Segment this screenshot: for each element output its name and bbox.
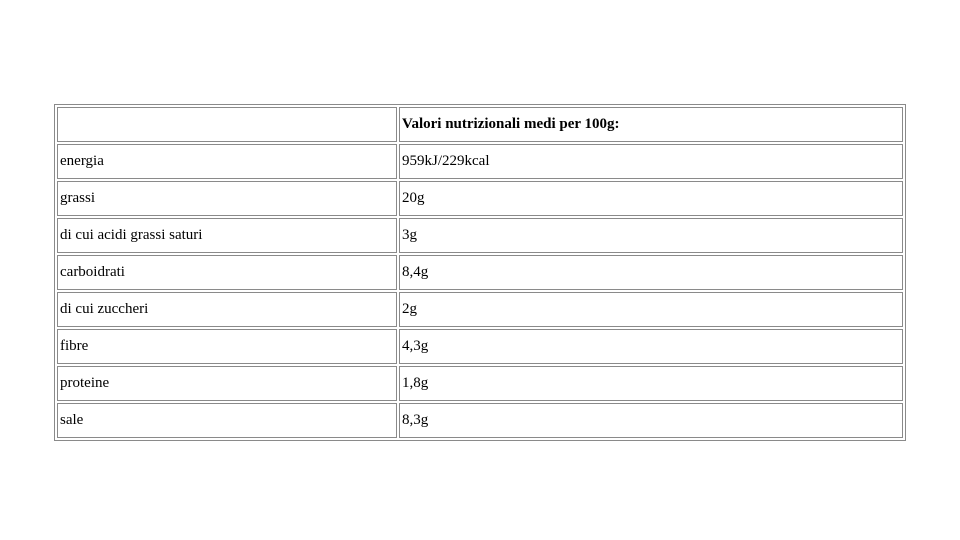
table-row bbox=[57, 255, 903, 290]
table-row bbox=[57, 366, 903, 401]
table-row bbox=[57, 329, 903, 364]
row-label: di cui zuccheri bbox=[57, 292, 397, 327]
table-row bbox=[57, 144, 903, 179]
table-header-row bbox=[57, 107, 903, 142]
row-label: energia bbox=[57, 144, 397, 179]
table-row bbox=[57, 218, 903, 253]
row-label: grassi bbox=[57, 181, 397, 216]
nutrition-table bbox=[54, 104, 906, 441]
row-value: 1,8g bbox=[399, 366, 903, 401]
row-value: 2g bbox=[399, 292, 903, 327]
table-row bbox=[57, 181, 903, 216]
row-label: carboidrati bbox=[57, 255, 397, 290]
table-row bbox=[57, 403, 903, 438]
header-label-cell bbox=[57, 107, 397, 142]
row-value: 8,3g bbox=[399, 403, 903, 438]
row-value: 8,4g bbox=[399, 255, 903, 290]
row-value: 959kJ/229kcal bbox=[399, 144, 903, 179]
row-value: 20g bbox=[399, 181, 903, 216]
row-value: 3g bbox=[399, 218, 903, 253]
row-label: fibre bbox=[57, 329, 397, 364]
table-row bbox=[57, 292, 903, 327]
header-value-cell: Valori nutrizionali medi per 100g: bbox=[399, 107, 903, 142]
row-label: sale bbox=[57, 403, 397, 438]
row-label: proteine bbox=[57, 366, 397, 401]
row-value: 4,3g bbox=[399, 329, 903, 364]
row-label: di cui acidi grassi saturi bbox=[57, 218, 397, 253]
